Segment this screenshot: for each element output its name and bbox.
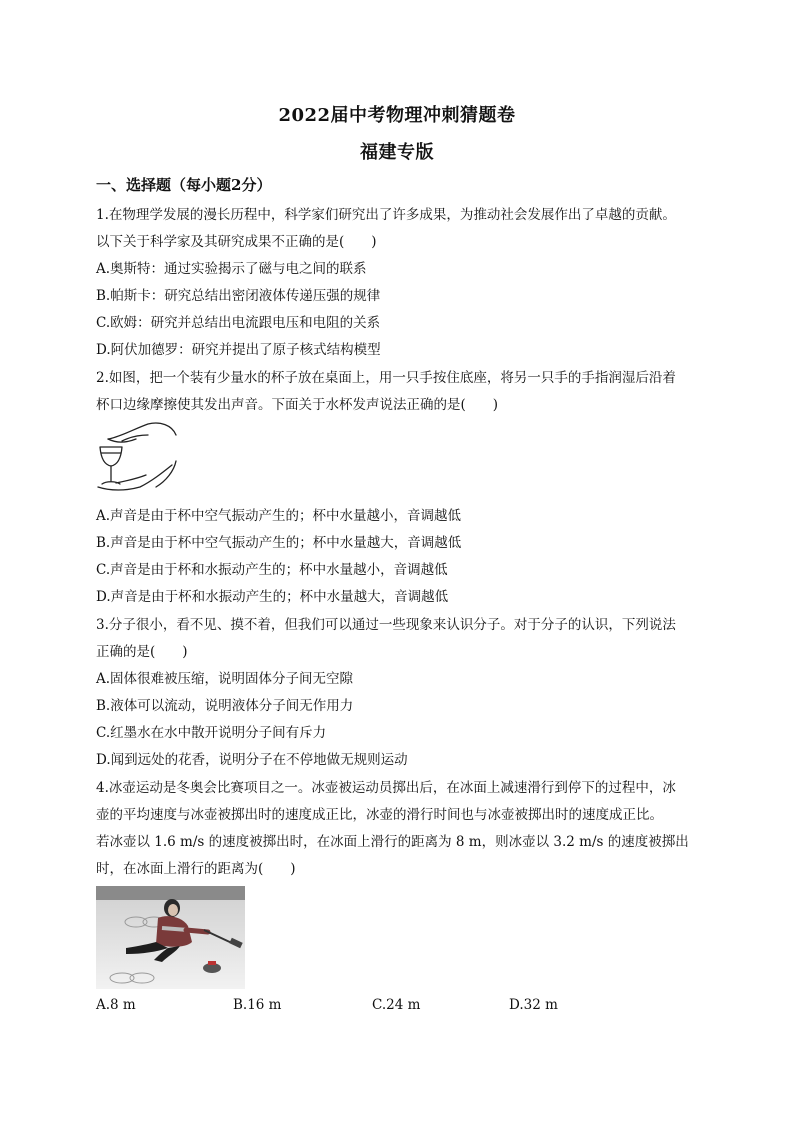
question-2-option-b: B.声音是由于杯中空气振动产生的；杯中水量越大，音调越低 bbox=[96, 535, 462, 551]
question-4-option-d: D.32 m bbox=[509, 997, 558, 1013]
question-3-option-a: A.固体很难被压缩，说明固体分子间无空隙 bbox=[96, 671, 354, 687]
question-3-stem-line-2: 正确的是( ) bbox=[96, 644, 188, 660]
question-1-option-a: A.奥斯特：通过实验揭示了磁与电之间的联系 bbox=[96, 261, 367, 277]
question-4-stem-line-1: 4.冰壶运动是冬奥会比赛项目之一。冰壶被运动员掷出后，在冰面上减速滑行到停下的过程中，冰 bbox=[96, 780, 676, 796]
question-1-option-d: D.阿伏加德罗：研究并提出了原子核式结构模型 bbox=[96, 342, 381, 358]
question-2-stem-line-2: 杯口边缘摩擦使其发出声音。下面关于水杯发声说法正确的是( ) bbox=[96, 397, 499, 413]
question-3-option-c: C.红墨水在水中散开说明分子间有斥力 bbox=[96, 725, 327, 741]
question-4-stem-line-2: 壶的平均速度与冰壶被掷出时的速度成正比，冰壶的滑行时间也与冰壶被掷出时的速度成正比。 bbox=[96, 807, 663, 823]
curling-photo bbox=[96, 886, 245, 989]
question-2-stem-line-1: 2.如图，把一个装有少量水的杯子放在桌面上，用一只手按住底座，将另一只手的手指润湿后沿着 bbox=[96, 370, 676, 386]
question-4-stem-line-3: 若冰壶以 1.6 m/s 的速度被掷出时，在冰面上滑行的距离为 8 m，则冰壶以 3.2 m/s 的速度被掷出 bbox=[96, 834, 689, 850]
wine-glass-figure bbox=[96, 421, 180, 497]
question-1-stem-line-1: 1.在物理学发展的漫长历程中，科学家们研究出了许多成果，为推动社会发展作出了卓越的贡献。 bbox=[96, 207, 676, 223]
question-3-option-b: B.液体可以流动，说明液体分子间无作用力 bbox=[96, 698, 354, 714]
question-3-option-d: D.闻到远处的花香，说明分子在不停地做无规则运动 bbox=[96, 752, 408, 768]
question-4-stem-line-4: 时，在冰面上滑行的距离为( ) bbox=[96, 861, 296, 877]
question-2-option-a: A.声音是由于杯中空气振动产生的；杯中水量越小，音调越低 bbox=[96, 508, 462, 524]
question-1-option-b: B.帕斯卡：研究总结出密闭液体传递压强的规律 bbox=[96, 288, 381, 304]
question-3-stem-line-1: 3.分子很小，看不见、摸不着，但我们可以通过一些现象来认识分子。对于分子的认识，下列说法 bbox=[96, 617, 676, 633]
question-1-stem-line-2: 以下关于科学家及其研究成果不正确的是( ) bbox=[96, 234, 377, 250]
question-4-option-a: A.8 m bbox=[96, 997, 136, 1013]
question-4-option-b: B.16 m bbox=[233, 997, 282, 1013]
question-2-option-c: C.声音是由于杯和水振动产生的；杯中水量越小，音调越低 bbox=[96, 562, 448, 578]
question-1-option-c: C.欧姆：研究并总结出电流跟电压和电阻的关系 bbox=[96, 315, 381, 331]
exam-title: 2022届中考物理冲刺猜题卷 bbox=[278, 105, 516, 126]
question-2-option-d: D.声音是由于杯和水振动产生的；杯中水量越大，音调越低 bbox=[96, 589, 449, 605]
section-heading: 一、选择题（每小题2分） bbox=[96, 176, 272, 194]
exam-subtitle: 福建专版 bbox=[360, 142, 434, 163]
question-4-option-c: C.24 m bbox=[372, 997, 421, 1013]
